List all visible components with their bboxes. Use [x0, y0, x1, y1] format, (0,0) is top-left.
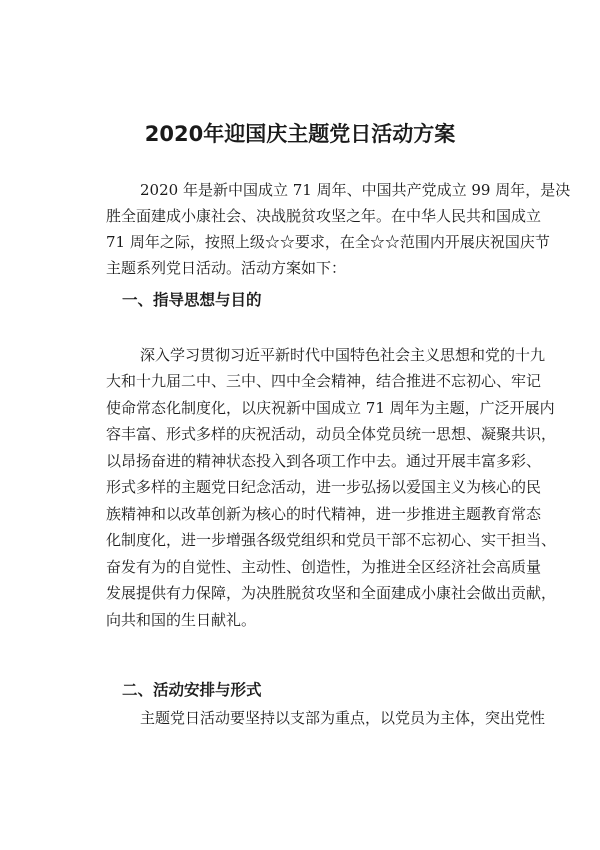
paragraph-line: 族精神和以改革创新为核心的时代精神，进一步推进主题教育常态	[106, 505, 542, 523]
paragraph-line: 奋发有为的自觉性、主动性、创造性，为推进全区经济社会高质量	[106, 558, 542, 576]
paragraph-line: 化制度化，进一步增强各级党组织和党员干部不忘初心、实干担当、	[106, 531, 557, 549]
intro-line: 胜全面建成小康社会、决战脱贫攻坚之年。在中华人民共和国成立	[106, 207, 542, 225]
paragraph-line: 容丰富、形式多样的庆祝活动，动员全体党员统一思想、凝聚共识，	[106, 425, 557, 443]
intro-line: 主题系列党日活动。活动方案如下：	[106, 259, 347, 277]
paragraph-line: 向共和国的生日献礼。	[106, 611, 257, 629]
intro-line: 2020 年是新中国成立 71 周年、中国共产党成立 99 周年，是决	[140, 181, 571, 199]
paragraph-line: 形式多样的主题党日纪念活动，进一步弘扬以爱国主义为核心的民	[106, 478, 542, 496]
section-heading: 一、指导思想与目的	[122, 291, 262, 309]
paragraph-line: 发展提供有力保障，为决胜脱贫攻坚和全面建成小康社会做出贡献，	[106, 584, 557, 602]
paragraph-line: 使命常态化制度化，以庆祝新中国成立 71 周年为主题，广泛开展内	[106, 399, 555, 417]
intro-line: 71 周年之际，按照上级☆☆要求，在全☆☆范围内开展庆祝国庆节	[106, 233, 550, 251]
document-title: 2020年迎国庆主题党日活动方案	[144, 122, 456, 146]
paragraph-line: 大和十九届二中、三中、四中全会精神，结合推进不忘初心、牢记	[106, 372, 542, 390]
paragraph-line: 以昂扬奋进的精神状态投入到各项工作中去。通过开展丰富多彩、	[106, 452, 542, 470]
paragraph-line: 主题党日活动要坚持以支部为重点，以党员为主体，突出党性	[140, 709, 546, 727]
paragraph-line: 深入学习贯彻习近平新时代中国特色社会主义思想和党的十九	[140, 346, 546, 364]
section-heading: 二、活动安排与形式	[122, 681, 262, 699]
